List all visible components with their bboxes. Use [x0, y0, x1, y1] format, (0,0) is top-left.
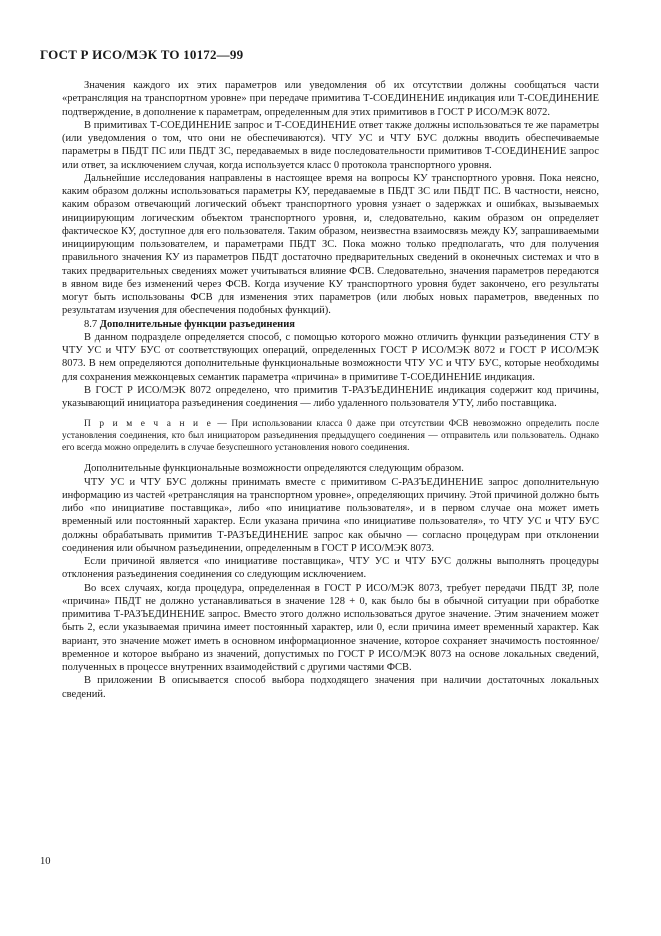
paragraph: В приложении В описывается способ выбора подходящего значения при наличии достаточных локальных сведений.: [62, 675, 599, 700]
paragraph: В ГОСТ Р ИСО/МЭК 8072 определено, что примитив Т-РАЗЪЕДИНЕНИЕ индикация содержит код причины, указывающий инициатора разъединения соединения — либо удаленного пользователя УТУ, либо поставщика.: [62, 384, 599, 409]
note-text: — При использовании класса 0 даже при отсутствии ФСВ невозможно определить после установления соединения, кто был инициатором разъединения предыдущего соединения — отправитель или пользователь. Однако его всегда можно определить в случае безуспешного установления нового соединения.: [62, 419, 600, 454]
paragraph: Значения каждого их этих параметров или уведомления об их отсутствии должны сообщаться части «ретрансляция на транспортном уровне» при передаче примитива Т-СОЕДИНЕНИЕ индикация или Т-СОЕДИНЕНИЕ подтверждение, в дополнение к параметрам, определенным для этих примитивов в ГОСТ Р ИСО/МЭК 8072.: [62, 80, 599, 118]
document-header: ГОСТ Р ИСО/МЭК ТО 10172—99: [40, 47, 244, 62]
paragraph: Дальнейшие исследования направлены в настоящее время на вопросы КУ транспортного уровня. Пока неясно, каким образом должны использоваться параметры КУ, передаваемые в ПБДТ ЗС или ПБДТ ПС. В частности, неясно, каким образом отвечающий логический объект транспортного уровня узнает о задержках и ошибках, вызываемых инициирующим логическим объектом транспортного уровня, и, следовательно, каким образом он определяет фактическое КУ, доступное для его пользователя. Таким образом, неизвестна взаимосвязь между КУ, запрашиваемыми инициирующим пользователем, и параметрами ПБДТ ЗС. Пока можно только предполагать, что для получения правильного значения КУ из параметров ПБДТ достаточно предварительных сведений в оконечных системах и что в таких предварительных сведениях может учитываться влияние ФСВ. Следовательно, значения параметров передаются в явном виде без изменений через ФСВ. Когда изучение КУ транспортного уровня будет закончено, его результаты могут быть использованы ФСВ для изменения этих параметров (или любых новых параметров, введенных по результатам изучения для обеспечения подобных функций).: [62, 172, 599, 317]
paragraph: В примитивах Т-СОЕДИНЕНИЕ запрос и Т-СОЕДИНЕНИЕ ответ также должны использоваться те же параметры (или уведомления о том, что они не обеспечиваются). ЧТУ УС и ЧТУ БУС должны вводить обеспечиваемые параметры в ПБДТ ПС или ПБДТ ЗС, передаваемых в виде последовательности примитивов Т-СОЕДИНЕНИЕ запрос или ответ, за исключением случая, когда используется класс 0 протокола транспортного уровня.: [62, 119, 599, 171]
paragraph: Во всех случаях, когда процедура, определенная в ГОСТ Р ИСО/МЭК 8073, требует передачи ПБДТ ЗР, поле «причина» ПБДТ не должно устанавливаться в значение 128 + 0, как было бы в обычной ситуации при обработке примитива Т-РАЗЪЕДИНЕНИЕ запрос. Вместо этого должно использоваться другое значение. Этим значением может быть 2, если указываемая причина имеет постоянный характер, или 0, если причина имеет временный характер. Как вариант, это значение может иметь в основном информационное значение, которое сохраняет значимость постоянное/временное и которое выбрано из значений, допустимых по ГОСТ Р ИСО/МЭК 8073 на основе локальных сведений, полученных в процессе внутренних взаимодействий с другими частями ФСВ.: [62, 582, 599, 673]
note-label: П р и м е ч а н и е: [84, 419, 213, 430]
paragraph: Если причиной является «по инициативе поставщика», ЧТУ УС и ЧТУ БУС должны выполнять процедуры отклонения разъединения соединения со следующим исключением.: [62, 556, 599, 581]
note: [62, 418, 599, 454]
page-number: 10: [40, 856, 51, 867]
section-number: 8.7: [84, 318, 98, 330]
section-heading: [62, 318, 599, 331]
paragraph: Дополнительные функциональные возможности определяются следующим образом.: [84, 463, 464, 475]
paragraph: ЧТУ УС и ЧТУ БУС должны принимать вместе с примитивом С-РАЗЪЕДИНЕНИЕ запрос дополнительную информацию из частей «ретрансляция на транспортном уровне», определяющих причину. Этой причиной должно быть либо «по инициативе поставщика», либо «по инициативе пользователя», и в первом случае она может иметь временный или постоянный характер. Если указана причина «по инициативе пользователя», то ЧТУ УС и ЧТУ БУС должны обрабатывать примитив Т-РАЗЪЕДИНЕНИЕ запрос как обычно — согласно процедурам при отклонении соединения или обычном разъединении, определенным в ГОСТ Р ИСО/МЭК 8073.: [62, 476, 599, 554]
section-title: Дополнительные функции разъединения: [99, 318, 295, 330]
paragraph: В данном подразделе определяется способ, с помощью которого можно отличить функции разъединения СТУ в ЧТУ УС и ЧТУ БУС от соответствующих операций, определенных ГОСТ Р ИСО/МЭК 8072 и ГОСТ Р ИСО/МЭК 8073. В нем определяются дополнительные функциональные возможности ЧТУ УС и ЧТУ БУС, которые необходимы для сохранения межконцевых семантик параметра «причина» в примитиве Т-СОЕДИНЕНИЕ индикация.: [62, 331, 599, 383]
document-body: [62, 79, 599, 701]
